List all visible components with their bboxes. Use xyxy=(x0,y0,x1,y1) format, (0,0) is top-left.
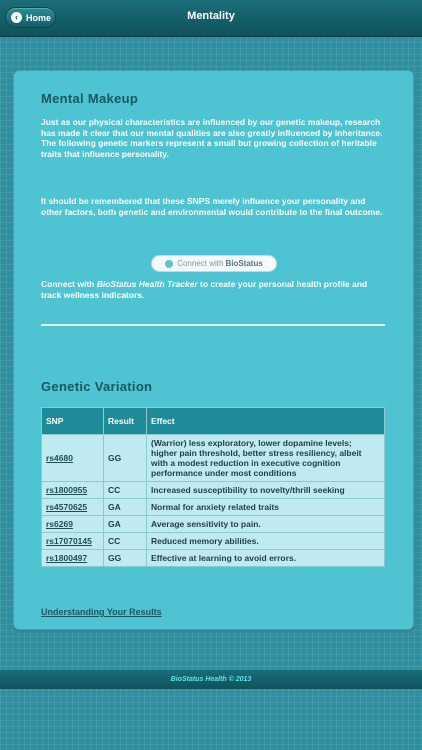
snp-result: GA xyxy=(104,499,147,516)
table-row xyxy=(42,499,385,516)
snp-result: GA xyxy=(104,516,147,533)
table-row xyxy=(42,516,385,533)
connect-button-brand: BioStatus xyxy=(225,259,263,268)
understanding-results-link[interactable]: Understanding Your Results xyxy=(41,607,162,617)
snp-result: GG xyxy=(104,435,147,482)
connect-description-suffix: to create your personal health profile and track wellness indicators. xyxy=(41,279,368,300)
snp-effect: Effective at learning to avoid errors. xyxy=(147,550,385,567)
connect-description-prefix: Connect with xyxy=(41,279,97,289)
table-row xyxy=(42,482,385,499)
genetic-variation-table xyxy=(41,407,385,567)
snp-link[interactable]: rs1800497 xyxy=(42,550,104,567)
page-title: Mentality xyxy=(187,10,235,22)
mental-makeup-heading: Mental Makeup xyxy=(41,91,139,106)
column-header-effect: Effect xyxy=(147,408,385,435)
snp-link[interactable]: rs4570625 xyxy=(42,499,104,516)
snp-disclaimer-paragraph: It should be remembered that these SNPS merely influence your personality and other factors, both genetic and environmental would contribute to the final outcome. xyxy=(41,196,383,217)
home-button-label: Home xyxy=(26,12,52,23)
biostatus-logo-icon xyxy=(165,260,173,268)
snp-effect: Average sensitivity to pain. xyxy=(147,516,385,533)
table-header-row xyxy=(42,408,385,435)
connect-biostatus-button[interactable] xyxy=(151,255,277,272)
column-header-snp: SNP xyxy=(42,408,104,435)
section-divider xyxy=(41,324,385,326)
table-row xyxy=(42,435,385,482)
top-navigation-bar xyxy=(0,0,422,37)
table-row xyxy=(42,533,385,550)
footer-copyright: BioStatus Health © 2013 xyxy=(170,676,252,683)
table-row xyxy=(42,550,385,567)
snp-result: CC xyxy=(104,482,147,499)
snp-effect: Increased susceptibility to novelty/thrill seeking xyxy=(147,482,385,499)
connect-description-app: BioStatus Health Tracker xyxy=(96,279,198,289)
connect-button-prefix: Connect with xyxy=(177,259,224,268)
snp-link[interactable]: rs1800955 xyxy=(42,482,104,499)
snp-link[interactable]: rs4680 xyxy=(42,435,104,482)
snp-result: CC xyxy=(104,533,147,550)
snp-effect: Reduced memory abilities. xyxy=(147,533,385,550)
intro-paragraph: Just as our physical characteristics are influenced by our genetic makeup, research has made it clear that our mental qualities are also greatly influenced by inheritance. The following genetic markers represent a small but growing collection of heritable traits that influence personality. xyxy=(41,117,383,159)
footer-bar xyxy=(0,670,422,689)
chevron-left-icon: ‹ xyxy=(11,12,22,23)
snp-effect: (Warrior) less exploratory, lower dopamine levels; higher pain threshold, better stress resiliency, albeit with a modest reduction in executive cognition performance under most conditions xyxy=(147,435,385,482)
snp-effect: Normal for anxiety related traits xyxy=(147,499,385,516)
snp-link[interactable]: rs17070145 xyxy=(42,533,104,550)
snp-result: GG xyxy=(104,550,147,567)
column-header-result: Result xyxy=(104,408,147,435)
content-card xyxy=(13,70,414,630)
snp-link[interactable]: rs6269 xyxy=(42,516,104,533)
genetic-variation-heading: Genetic Variation xyxy=(41,379,153,394)
connect-description-paragraph xyxy=(41,279,389,300)
